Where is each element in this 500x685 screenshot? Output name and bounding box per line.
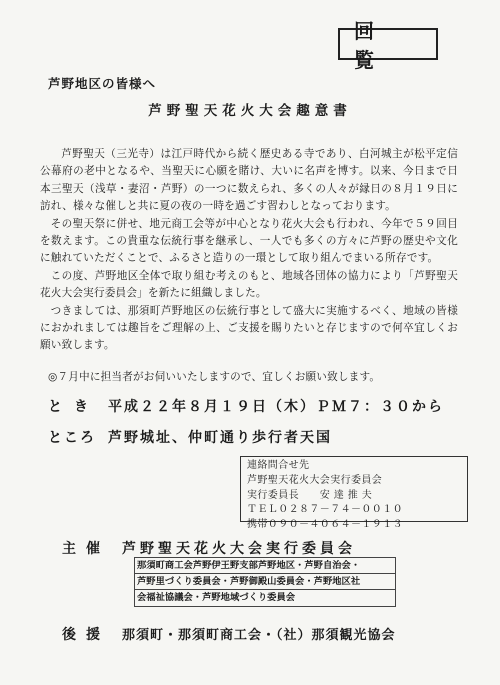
document-title: 芦野聖天花火大会趣意書 <box>148 103 352 119</box>
visit-notice: ◎７月中に担当者がお伺いいたしますので、宜しくお願い致します。 <box>48 371 381 383</box>
body-text <box>40 146 458 355</box>
member-line: 那須町商工会芦野伊王野支部芦野地区・芦野自治会・ <box>134 557 396 574</box>
organizer-label: 主催 <box>62 541 110 557</box>
circulation-stamp: 回 覧 <box>338 28 438 60</box>
member-line: 会福祉協議会・芦野地域づくり委員会 <box>134 589 396 606</box>
supporter-value: 那須町・那須町商工会・（社）那須観光協会 <box>122 628 396 643</box>
contact-box <box>240 456 468 531</box>
contact-heading: 連絡問合せ先 <box>247 460 310 471</box>
contact-organization: 芦野聖天花火大会実行委員会 <box>247 474 383 486</box>
venue-label: ところ <box>48 430 96 446</box>
contact-chair: 実行委員長 安 達 推 夫 <box>247 489 373 501</box>
member-line: 芦野里づくり委員会・芦野御殿山委員会・芦野地区社 <box>134 573 396 590</box>
contact-phone: ＴＥＬ０２８７－７４－００１０ <box>247 504 403 516</box>
date-label: とき <box>48 399 100 415</box>
body-paragraph: その聖天祭に併せ、地元商工会等が中心となり花火大会も行われ、今年で５９回目を数えます。この貴重な伝統行事を継承し、一人でも多くの方々に芦野の歴史や文化に触れていただくことで、ふるさと造りの一環として取り組んでまいる所存です。 <box>40 217 458 265</box>
contact-mobile: 携帯０９０－４０６４－１９１３ <box>247 519 403 531</box>
date-value: 平成２２年８月１９日（木）ＰＭ７：３０から <box>108 399 444 415</box>
venue-value: 芦野城址、仲町通り歩行者天国 <box>108 430 332 446</box>
member-organizations <box>134 558 396 607</box>
supporter-label: 後援 <box>62 627 110 643</box>
organizer-value: 芦野聖天花火大会実行委員会 <box>122 541 356 557</box>
body-paragraph: この度、芦野地区全体で取り組む考えのもと、地域各団体の協力により「芦野聖天花火大会実行委員会」を新たに組織しました。 <box>40 269 458 300</box>
body-paragraph: つきましては、那須町芦野地区の伝統行事として盛大に実施するべく、地域の皆様におかれましては趣旨をご理解の上、ご支援を賜りたいと存じますので何卒宜しくお願い致します。 <box>40 304 458 352</box>
greeting: 芦野地区の皆様へ <box>48 76 157 91</box>
body-paragraph: 芦野聖天（三光寺）は江戸時代から続く歴史ある寺であり、白河城主が松平定信公幕府の老中となるや、当聖天に心願を賭け、大いに名声を博す。以来、今日まで日本三聖天（浅草・妻沼・芦野）の一つに数えられ、多くの人々が縁日の８月１９日に訪れ、様々な催しと共に夏の夜の一時を過ごす習わしとなっております。 <box>40 148 458 213</box>
